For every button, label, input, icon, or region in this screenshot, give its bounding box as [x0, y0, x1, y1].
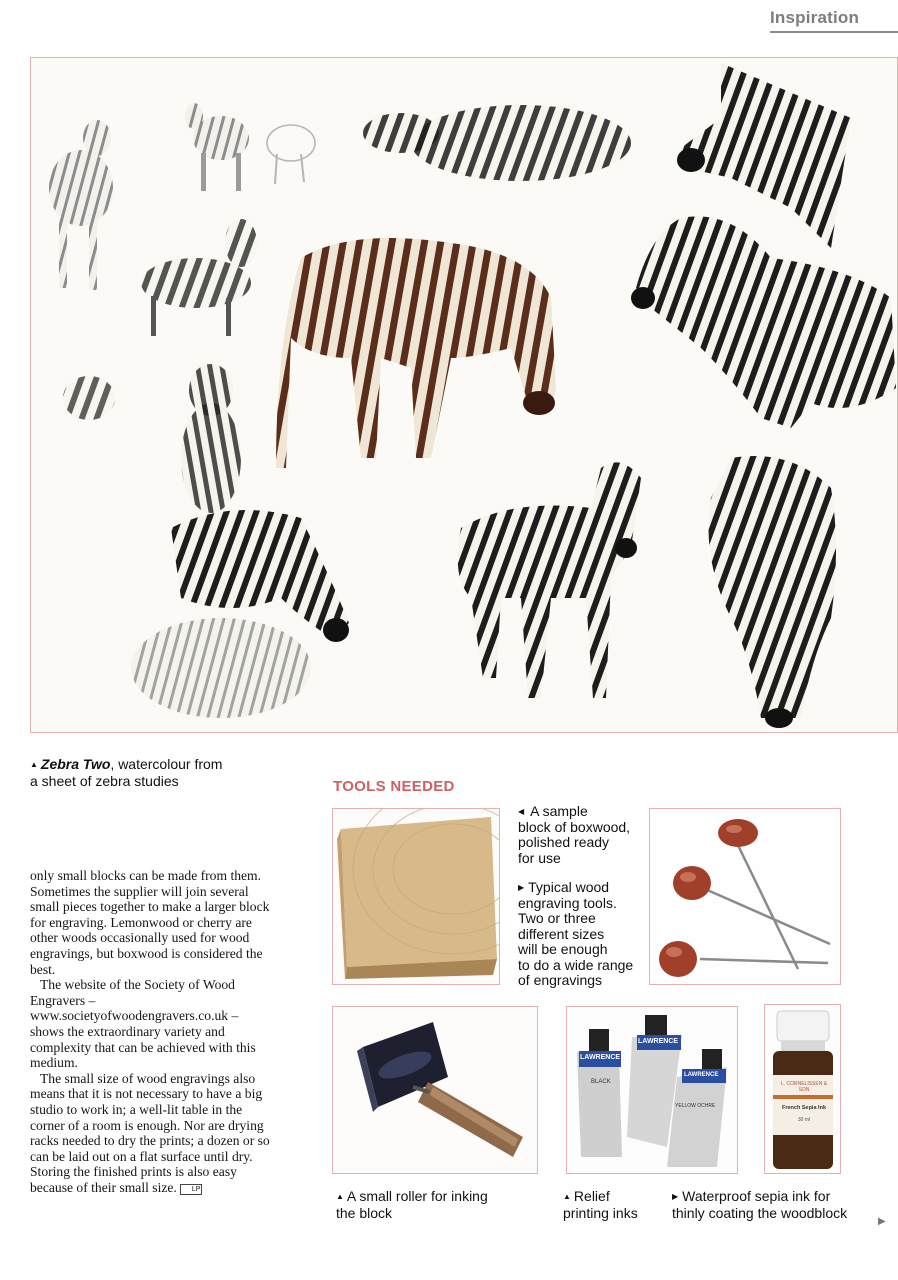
body-paragraph-1: only small blocks can be made from them. Sometimes the supplier will join several small pieces together to make a larger block for engraving. Lemonwood or cherry are other woods occasionally used for wood engravings, but boxwood is considered the best. — [30, 868, 270, 977]
tube-color-ochre: YELLOW OCHRE — [675, 1103, 716, 1109]
sepia-ink-image — [764, 1004, 841, 1174]
ink-tubes — [567, 1007, 737, 1173]
tube-label-2: LAWRENCE — [638, 1038, 679, 1045]
next-page-arrow-icon: ▶ — [878, 1216, 886, 1227]
boxwood-caption: ◀ A sample block of boxwood, polished ready for use — [518, 804, 648, 866]
bottle-volume: 30 ml — [797, 1117, 811, 1123]
bottle-product: French Sepia Ink — [781, 1105, 826, 1111]
hero-caption-title: Zebra Two — [40, 756, 111, 772]
hero-caption: ▲ Zebra Two, watercolour from a sheet of zebra studies — [30, 756, 290, 789]
roller-image — [332, 1006, 538, 1174]
sketch-zebra-tiny — [63, 376, 115, 420]
tube-label-1: LAWRENCE — [580, 1054, 621, 1061]
body-paragraph-2: The website of the Society of Wood Engravers – www.societyofwoodengravers.co.uk – shows the extraordinary variety and complexity that can be achieved with this medium. — [30, 977, 256, 1071]
inks-caption: ▲ Relief printing inks — [563, 1188, 673, 1221]
boxwood-block — [333, 809, 499, 984]
boxwood-block-image — [332, 808, 500, 985]
article-body — [30, 868, 270, 1195]
sepia-caption: ▶ Waterproof sepia ink for thinly coating the woodblock — [672, 1188, 872, 1221]
printing-inks-image — [566, 1006, 738, 1174]
roller-caption: ▲ A small roller for inking the block — [336, 1188, 536, 1221]
end-mark: LP — [180, 1184, 203, 1195]
tube-color-black: BLACK — [591, 1079, 611, 1085]
ink-roller — [333, 1007, 537, 1173]
tools-caption: ▶ Typical wood engraving tools. Two or three different sizes will be enough to do a wide range of engravings — [518, 880, 648, 989]
zebra-sketches — [31, 58, 898, 733]
engraving-tools-image — [649, 808, 841, 985]
zebra-studies-image — [30, 57, 898, 733]
bottle-maker: L. CORNELISSEN & SON — [780, 1081, 828, 1093]
sketch-zebra-front — [181, 364, 241, 513]
section-tag: Inspiration — [770, 8, 898, 33]
tools-heading: TOOLS NEEDED — [333, 778, 455, 795]
engraving-tools — [650, 809, 840, 984]
body-paragraph-3: The small size of wood engravings also means that it is not necessary to have a big studio to work in; a well-lit table in the corner of a room is enough. Nor are drying racks needed to dry the prints; a dozen or so can be laid out on a flat surface until dry. Storing the finished prints is also easy because of their small size. LP — [30, 1070, 270, 1195]
tube-label-3: LAWRENCE — [684, 1072, 719, 1078]
